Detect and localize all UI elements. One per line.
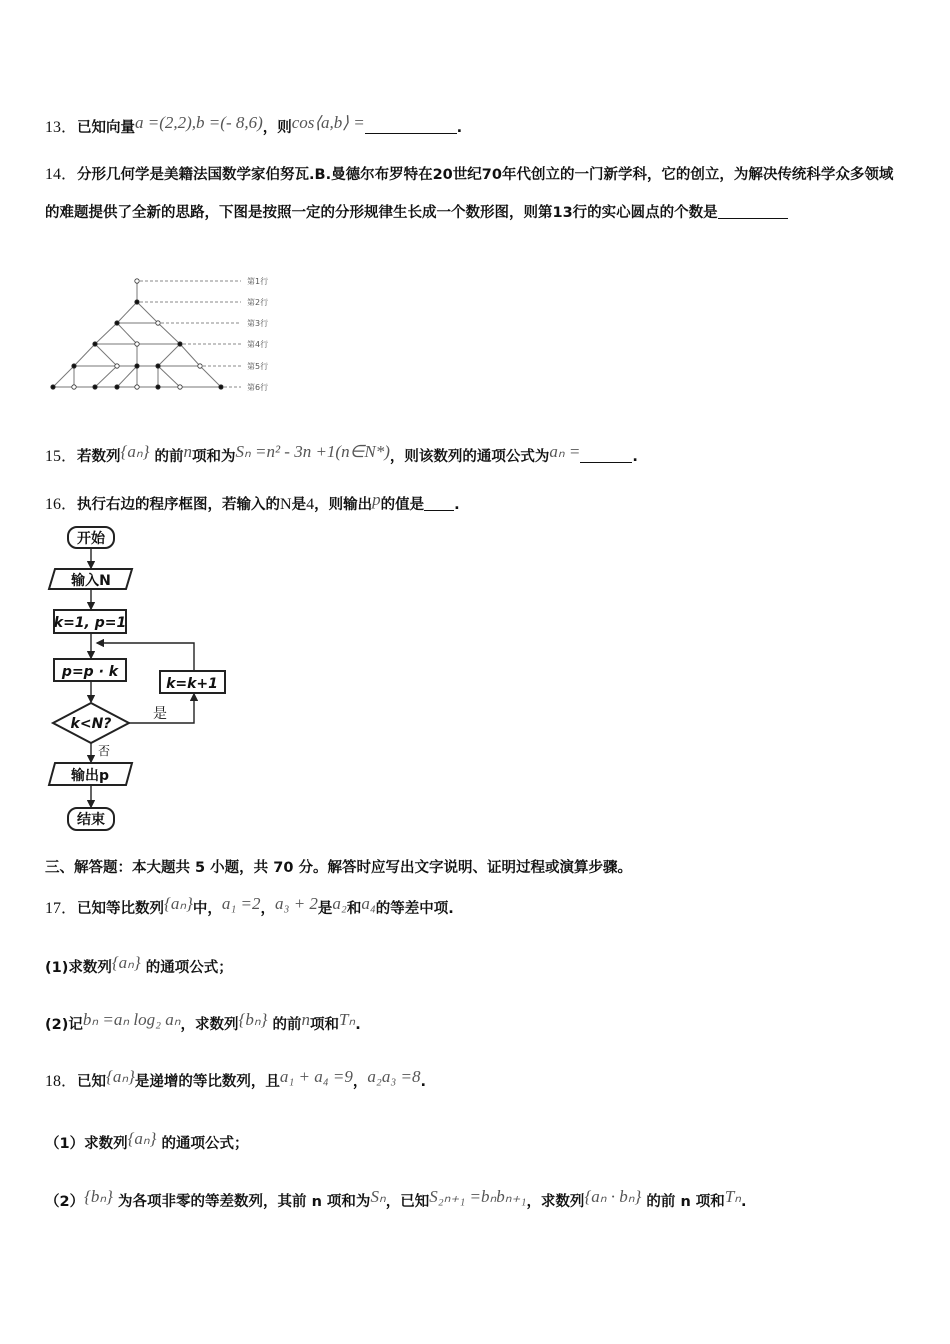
text-segment: 已知等比数列: [77, 901, 165, 917]
row-label: 第1行: [247, 277, 269, 286]
text-segment: ，求数列: [180, 1017, 239, 1033]
math-expression: a₂a₃ =8: [367, 1067, 421, 1086]
math-expression: n: [183, 442, 192, 461]
math-expression: Sₙ: [370, 1187, 386, 1206]
text-segment: ，则输出: [314, 497, 373, 513]
hollow-dot: [135, 342, 139, 346]
no-label: 否: [97, 744, 111, 758]
solid-dot: [72, 364, 76, 368]
multiply-label: p=p · k: [61, 664, 119, 680]
solid-dot: [93, 342, 97, 346]
math-expression: Tₙ: [338, 1010, 356, 1029]
text-segment: 的通项公式；: [156, 1136, 249, 1152]
math-expression: {aₙ}: [111, 953, 141, 972]
text-segment: .: [420, 1074, 426, 1090]
hollow-dot: [156, 321, 160, 325]
text-segment: 17．: [45, 900, 78, 917]
answer-blank: [580, 448, 632, 463]
math-expression: {aₙ · bₙ}: [584, 1187, 642, 1206]
tree-edge: [180, 344, 200, 366]
increment-label: k=k+1: [166, 676, 218, 692]
solid-dot: [115, 321, 119, 325]
end-label: 结束: [77, 812, 105, 828]
math-expression: a₁ =2: [221, 894, 261, 913]
text-segment: 的等差中项.: [375, 901, 454, 917]
row-label: 第5行: [247, 362, 269, 371]
text-segment: 4: [306, 496, 315, 513]
math-expression: S₂ₙ₊₁ =bₙbₙ₊₁: [429, 1187, 527, 1206]
tree-edge: [117, 302, 137, 323]
solid-dot: [93, 385, 97, 389]
tree-edge: [158, 344, 180, 366]
question-15: [45, 441, 638, 468]
solid-dot: [51, 385, 55, 389]
math-expression: {bₙ}: [84, 1187, 113, 1206]
text-segment: .: [355, 1017, 361, 1033]
text-segment: 的前: [267, 1017, 302, 1033]
text-segment: .: [454, 497, 460, 513]
tree-edge: [158, 366, 180, 387]
output-label: 输出p: [70, 768, 110, 784]
hollow-dot: [135, 385, 139, 389]
question-17-part-2: [45, 1009, 361, 1036]
question-13: [45, 112, 462, 139]
text-segment: ，求数列: [526, 1194, 585, 1210]
math-expression: {aₙ}: [120, 442, 150, 461]
text-segment: N: [280, 496, 292, 513]
row-label: 第2行: [247, 298, 269, 307]
math-expression: a₃ + 2: [275, 894, 318, 913]
text-segment: (2)记: [45, 1017, 83, 1033]
text-segment: (1)求数列: [45, 960, 112, 976]
hollow-dot: [72, 385, 76, 389]
hollow-dot: [178, 385, 182, 389]
text-segment: .: [456, 120, 463, 136]
text-segment: ，则该数列的通项公式为: [389, 449, 550, 465]
math-expression: {bₙ}: [238, 1010, 268, 1029]
text-segment: 是: [291, 497, 307, 513]
solid-dot: [219, 385, 223, 389]
tree-edge: [74, 344, 95, 366]
tree-edge: [95, 366, 117, 387]
row-label: 第6行: [247, 383, 269, 392]
tree-edge: [137, 302, 158, 323]
yes-label: 是: [153, 706, 167, 722]
hollow-dot: [198, 364, 202, 368]
text-segment: 执行右边的程序框图，若输入的: [77, 497, 281, 513]
text-segment: 项和: [309, 1017, 339, 1033]
section-3-heading: [45, 856, 632, 879]
math-expression: n: [301, 1010, 310, 1029]
text-segment: 18．: [45, 1073, 78, 1090]
text-segment: 的前: [149, 449, 184, 465]
question-17: [45, 893, 454, 920]
tree-edge: [95, 344, 117, 366]
row-label: 第3行: [247, 319, 269, 328]
solid-dot: [135, 364, 139, 368]
condition-label: k<N?: [70, 716, 112, 732]
question-18-part-2: [45, 1186, 747, 1213]
math-expression: Tₙ: [724, 1187, 742, 1206]
text-segment: 15．: [45, 448, 78, 465]
question-16: [45, 489, 460, 516]
tree-edge: [95, 323, 117, 344]
tree-edge: [53, 366, 74, 387]
text-segment: 是递增的等比数列，且: [134, 1074, 280, 1090]
text-segment: 项和为: [191, 449, 236, 465]
text-segment: 是: [317, 901, 333, 917]
solid-dot: [135, 300, 139, 304]
question-18: [45, 1066, 426, 1093]
text-segment: 已知向量: [77, 120, 136, 136]
text-segment: （2）: [45, 1194, 85, 1210]
question-17-part-1: [45, 952, 233, 979]
fractal-tree-diagram: [0, 268, 300, 398]
tree-edge: [117, 323, 137, 344]
solid-dot: [178, 342, 182, 346]
text-segment: 分形几何学是美籍法国数学家伯努瓦.B.曼德尔布罗特在20世纪70年代创立的一门新学科，它的创立，为解决传统科学众多领域的难题提供了全新的思路，下图是按照一定的分形规律生长成一个数形图，则第13行的实心圆点的个数是: [45, 167, 894, 221]
input-label: 输入N: [71, 573, 111, 589]
text-segment: 14．: [45, 166, 78, 183]
hollow-dot: [115, 364, 119, 368]
math-expression: bₙ =aₙ log₂ aₙ: [82, 1010, 181, 1029]
text-segment: ，: [260, 901, 276, 917]
question-18-part-1: [45, 1128, 249, 1155]
text-segment: 三、解答题：本大题共 5 小题，共 70 分。解答时应写出文字说明、证明过程或演算步骤。: [45, 860, 632, 876]
text-segment: 中，: [192, 901, 222, 917]
math-expression: a₄: [361, 894, 376, 913]
row-label: 第4行: [247, 340, 269, 349]
text-segment: 13．: [45, 119, 78, 136]
math-expression: {aₙ}: [106, 1067, 135, 1086]
text-segment: 16．: [45, 496, 78, 513]
flowchart: [0, 520, 260, 840]
text-segment: 的通项公式；: [140, 960, 233, 976]
solid-dot: [156, 385, 160, 389]
math-expression: Sₙ =n² - 3n +1(n∈N*): [235, 442, 390, 461]
text-segment: ，已知: [385, 1194, 430, 1210]
text-segment: 的值是: [380, 497, 425, 513]
init-label: k=1, p=1: [53, 615, 127, 631]
tree-edge: [200, 366, 221, 387]
text-segment: .: [632, 449, 638, 465]
answer-blank: [424, 496, 454, 511]
math-expression: p: [372, 490, 381, 509]
text-segment: 和: [346, 901, 362, 917]
solid-dot: [115, 385, 119, 389]
hollow-dot: [135, 279, 139, 283]
text-segment: 为各项非零的等差数列，其前 n 项和为: [112, 1194, 371, 1210]
text-segment: （1）求数列: [45, 1136, 128, 1152]
math-expression: a₁ + a₄ =9: [279, 1067, 353, 1086]
math-expression: {aₙ}: [127, 1129, 157, 1148]
answer-blank: [365, 119, 457, 134]
math-expression: a₂: [332, 894, 347, 913]
solid-dot: [156, 364, 160, 368]
start-label: 开始: [77, 531, 105, 547]
text-segment: 的前 n 项和: [641, 1194, 725, 1210]
math-expression: a =(2,2),b =(- 8,6): [135, 113, 263, 132]
answer-blank: [718, 204, 788, 219]
text-segment: ，则: [262, 120, 292, 136]
math-expression: aₙ =: [549, 442, 581, 461]
math-expression: cos⟨a,b⟩ =: [291, 113, 365, 132]
text-segment: .: [741, 1194, 747, 1210]
math-expression: {aₙ}: [164, 894, 193, 913]
tree-edge: [158, 323, 180, 344]
text-segment: 已知: [77, 1074, 107, 1090]
text-segment: 若数列: [77, 449, 121, 465]
text-segment: ，: [352, 1074, 368, 1090]
tree-edge: [117, 366, 137, 387]
question-14: [45, 156, 905, 232]
